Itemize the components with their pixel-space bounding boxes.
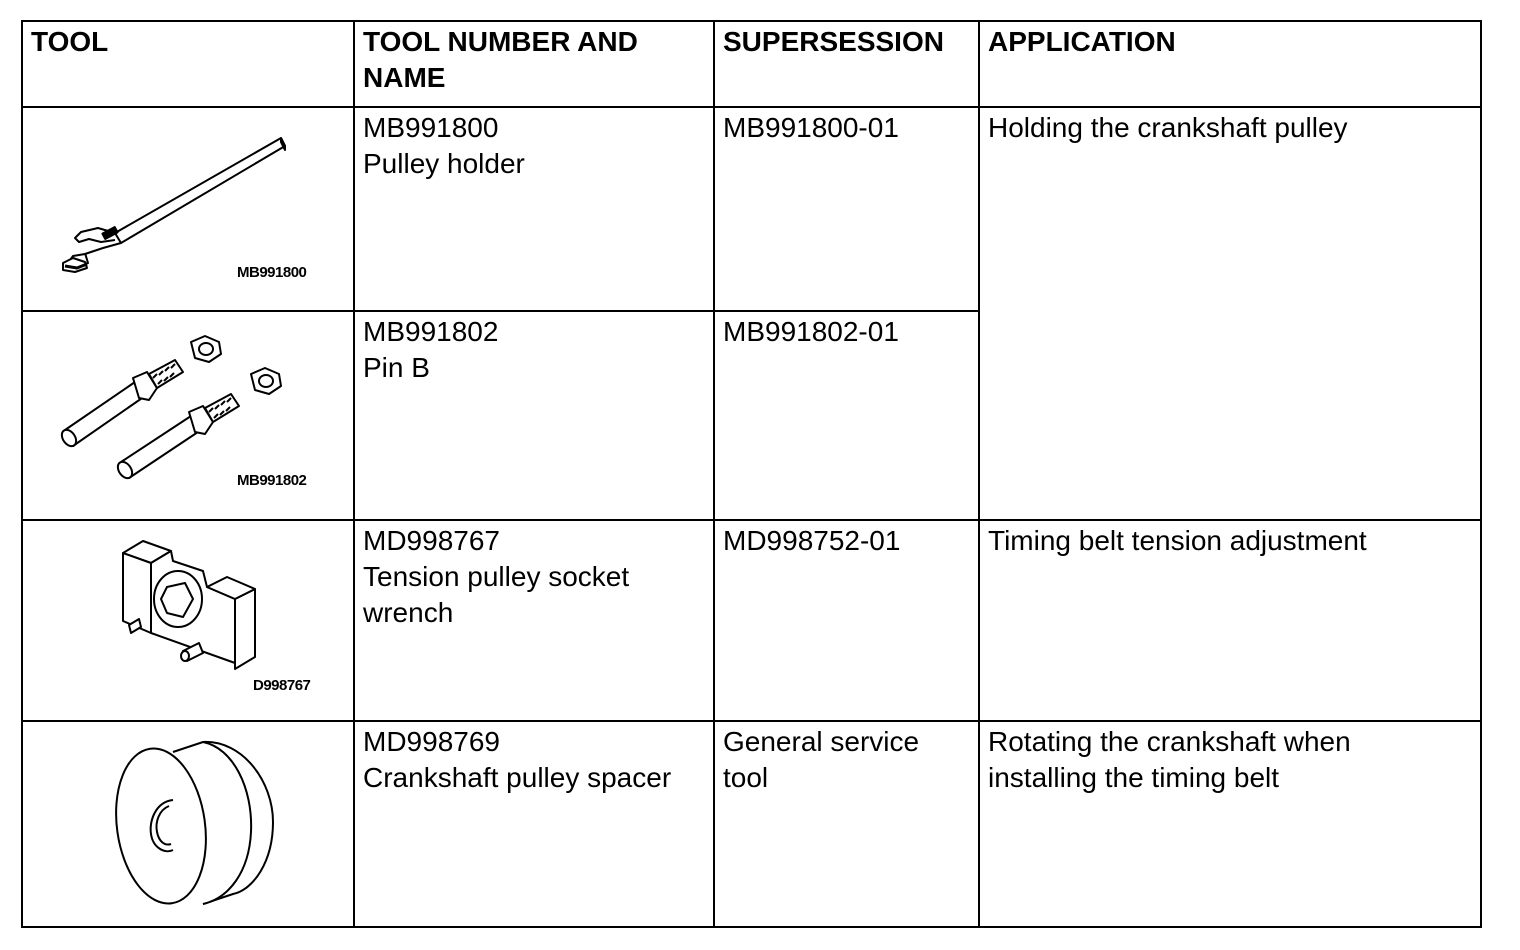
table-row	[22, 520, 1481, 721]
header-application: APPLICATION	[979, 21, 1481, 107]
tool-name: Tension pulley socket	[363, 561, 630, 592]
tool-image-cell	[22, 107, 354, 311]
tool-name: Pin B	[363, 352, 430, 383]
tool-name: Crankshaft pulley spacer	[363, 762, 672, 793]
tool-number: MD998769	[363, 726, 500, 757]
tool-number: MB991802	[363, 316, 499, 347]
table-header-row	[22, 21, 1481, 107]
tool-image-label: MB991802	[237, 472, 307, 489]
tool-number: MD998767	[363, 525, 500, 556]
tool-number-name-cell	[354, 107, 714, 311]
application-text: Timing belt tension adjustment	[988, 525, 1367, 556]
application-text: Holding the crankshaft pulley	[988, 112, 1348, 143]
supersession-cell	[714, 721, 979, 927]
header-tool-number-line-2: NAME	[363, 62, 446, 93]
header-supersession: SUPERSESSION	[714, 21, 979, 107]
crankshaft-pulley-spacer-icon	[23, 722, 353, 926]
application-text: Rotating the crankshaft when	[988, 726, 1351, 757]
tool-number-name-cell	[354, 520, 714, 721]
tool-number-name-cell	[354, 721, 714, 927]
supersession-value: MB991800-01	[723, 112, 899, 143]
tool-image-cell	[22, 520, 354, 721]
supersession-value: MD998752-01	[723, 525, 901, 556]
supersession-value: General service	[723, 726, 920, 757]
supersession-value: tool	[723, 762, 769, 793]
tool-name: wrench	[363, 597, 454, 628]
application-cell	[979, 107, 1481, 520]
table-row	[22, 721, 1481, 927]
header-tool: TOOL	[22, 21, 354, 107]
application-cell	[979, 721, 1481, 927]
tool-number: MB991800	[363, 112, 499, 143]
header-tool-number-and-name	[354, 21, 714, 107]
tool-image-cell	[22, 311, 354, 520]
application-text: installing the timing belt	[988, 762, 1280, 793]
tool-image-cell	[22, 721, 354, 927]
table-row	[22, 107, 1481, 311]
supersession-value: MB991802-01	[723, 316, 899, 347]
tool-number-name-cell	[354, 311, 714, 520]
supersession-cell	[714, 520, 979, 721]
application-cell	[979, 520, 1481, 721]
special-tools-table	[21, 20, 1482, 928]
tool-image-label: D998767	[253, 677, 311, 694]
supersession-cell	[714, 107, 979, 311]
tool-image-label: MB991800	[237, 264, 307, 281]
supersession-cell	[714, 311, 979, 520]
header-tool-number-line-1: TOOL NUMBER AND	[363, 26, 638, 57]
tool-name: Pulley holder	[363, 148, 525, 179]
